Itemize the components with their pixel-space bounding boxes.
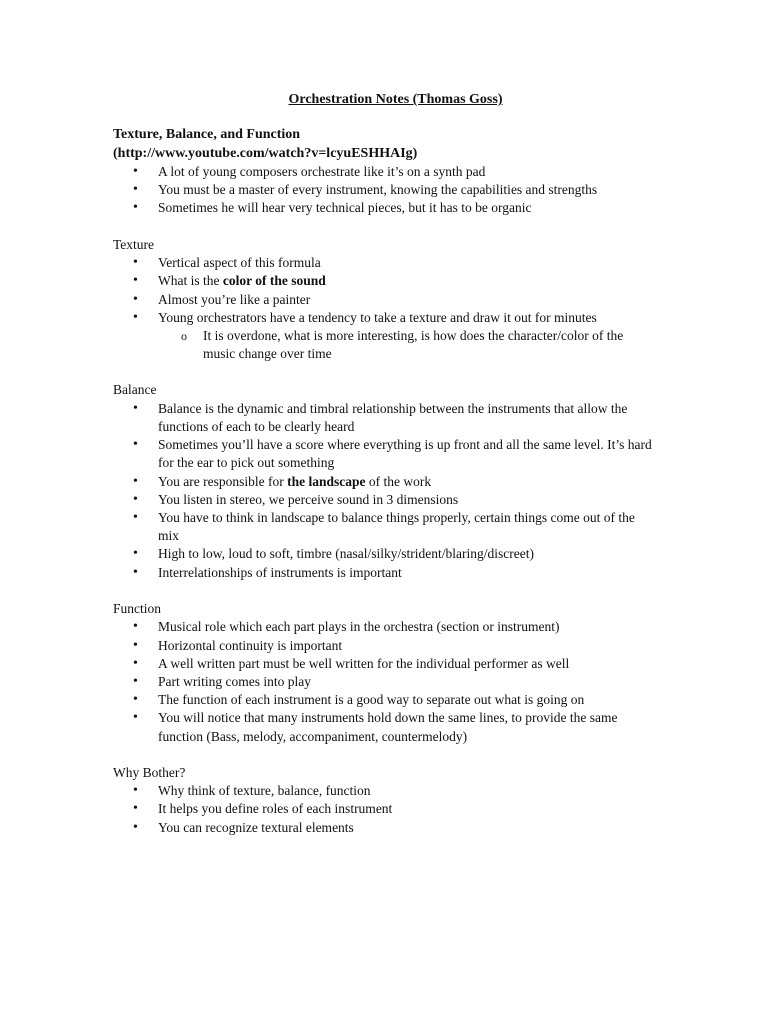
list-item: • High to low, loud to soft, timbre (nasal/silky/strident/blaring/discreet) — [113, 545, 658, 563]
list-item: • Sometimes he will hear very technical pieces, but it has to be organic — [113, 199, 658, 217]
list-item: • You have to think in landscape to balance things properly, certain things come out of the mix — [113, 509, 658, 545]
video-link[interactable]: (http://www.youtube.com/watch?v=lcyuESHHAIg) — [113, 145, 418, 161]
list-item: • Musical role which each part plays in the orchestra (section or instrument) — [113, 618, 658, 636]
section-why-bother — [113, 764, 658, 837]
list-item: • You listen in stereo, we perceive sound in 3 dimensions — [113, 491, 658, 509]
section-heading-intro: Texture, Balance, and Function — [113, 127, 301, 142]
list-item: • The function of each instrument is a good way to separate out what is going on — [113, 691, 658, 709]
section-heading-why-bother: Why Bother? — [113, 764, 186, 780]
list-item: • Balance is the dynamic and timbral relationship between the instruments that allow the functions of each to be clearly heard — [113, 400, 658, 436]
list-item: • A lot of young composers orchestrate like it’s on a synth pad — [113, 163, 658, 181]
list-item: • A well written part must be well written for the individual performer as well — [113, 655, 658, 673]
list-item: • Sometimes you’ll have a score where everything is up front and all the same level. It’s hard for the ear to pick out something — [113, 436, 658, 472]
list-item-text: You are responsible for — [158, 473, 288, 489]
function-list — [113, 618, 658, 745]
list-item: • Part writing comes into play — [113, 673, 658, 691]
section-heading-function: Function — [113, 600, 162, 616]
page-title: Orchestration Notes (Thomas Goss) — [288, 92, 503, 107]
section-texture — [113, 236, 658, 364]
section-function — [113, 600, 658, 746]
section-heading-balance: Balance — [113, 382, 157, 398]
document-page — [113, 90, 658, 855]
list-item — [113, 272, 658, 290]
list-item: • You can recognize textural elements — [113, 819, 658, 837]
sub-list-item: o It is overdone, what is more interesting, is how does the character/color of the music change over time — [113, 327, 658, 363]
intro-list — [113, 163, 658, 218]
list-item-text: What is the — [158, 273, 223, 289]
list-item: • Why think of texture, balance, function — [113, 782, 658, 800]
section-heading-texture: Texture — [113, 236, 155, 252]
section-intro — [113, 126, 658, 218]
list-item: • It helps you define roles of each instrument — [113, 800, 658, 818]
why-bother-list — [113, 782, 658, 837]
list-item: • Vertical aspect of this formula — [113, 254, 658, 272]
list-item: • Interrelationships of instruments is important — [113, 564, 658, 582]
list-item: • Horizontal continuity is important — [113, 637, 658, 655]
balance-list — [113, 400, 658, 582]
emphasis-text: the landscape — [287, 473, 366, 489]
texture-list — [113, 254, 658, 363]
list-item: • Almost you’re like a painter — [113, 291, 658, 309]
list-item — [113, 473, 658, 491]
section-balance — [113, 381, 658, 582]
list-item: • You must be a master of every instrument, knowing the capabilities and strengths — [113, 181, 658, 199]
list-item: • Young orchestrators have a tendency to take a texture and draw it out for minutes — [113, 309, 658, 327]
emphasis-text: color of the sound — [222, 273, 326, 289]
list-item-text: of the work — [365, 473, 432, 489]
list-item: • You will notice that many instruments hold down the same lines, to provide the same function (Bass, melody, accompaniment, countermelody) — [113, 709, 658, 745]
